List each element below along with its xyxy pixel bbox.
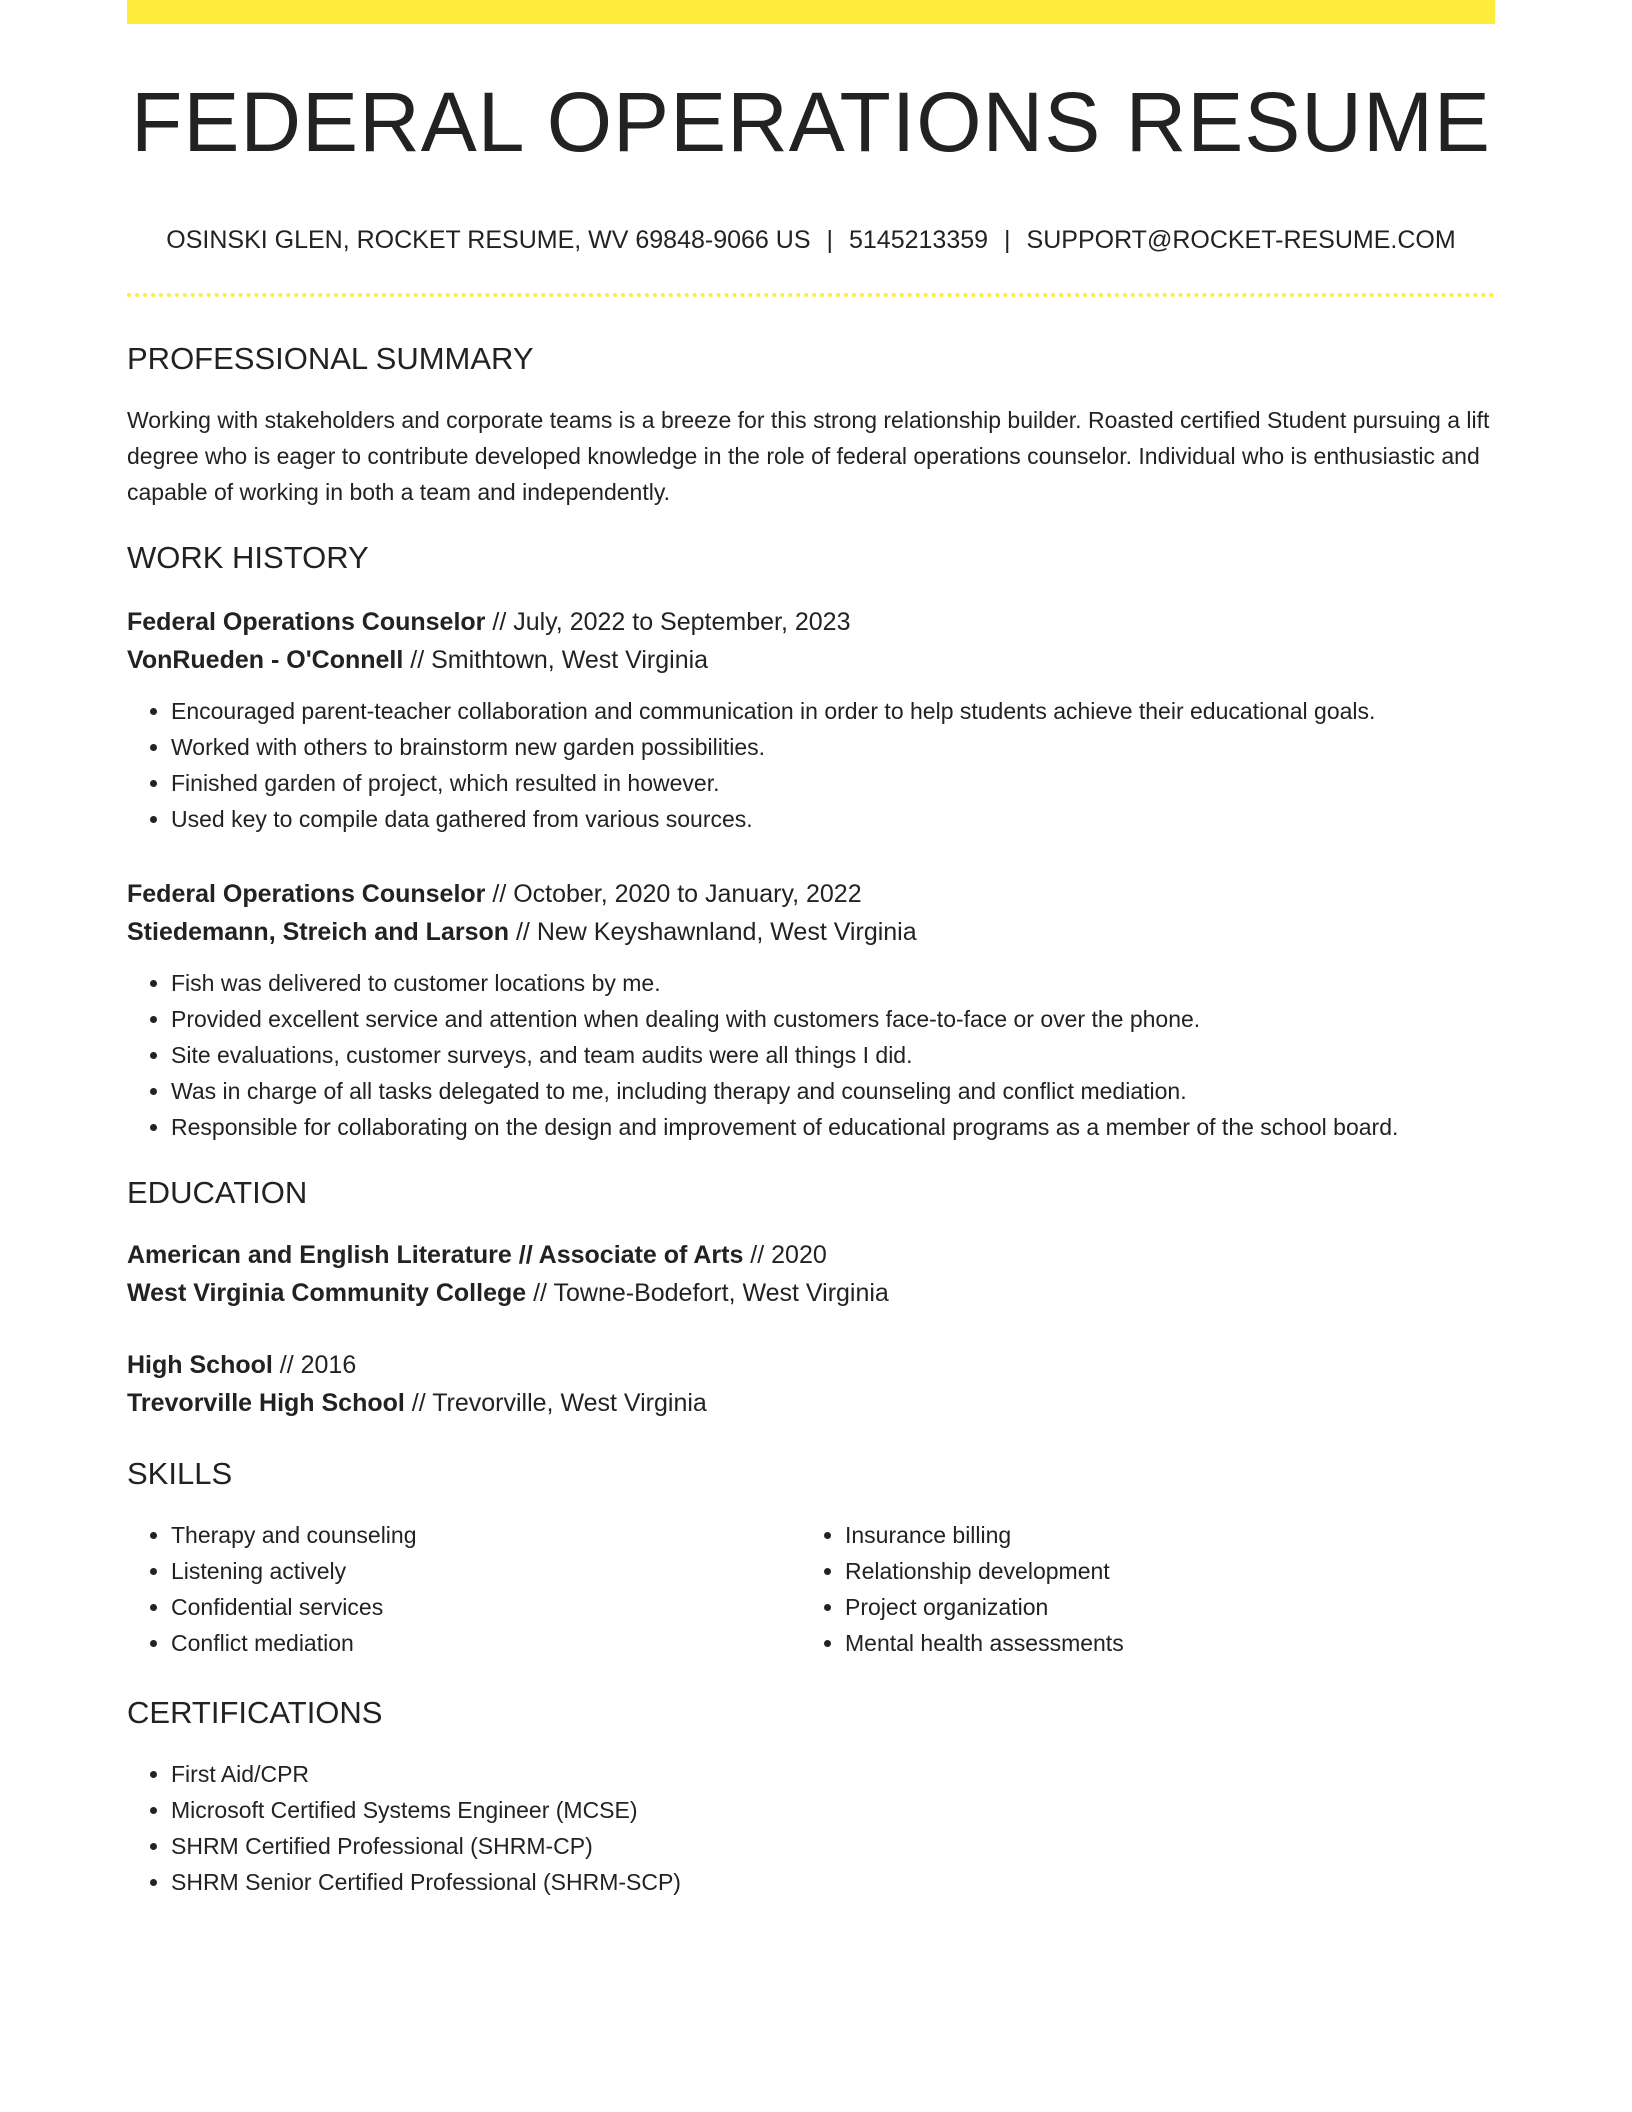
resume-title: FEDERAL OPERATIONS RESUME — [131, 75, 1491, 169]
job-company-line — [127, 641, 1495, 679]
list-item: • First Aid/CPR — [171, 1756, 1495, 1792]
summary-text: Working with stakeholders and corporate teams is a breeze for this strong relationship builder. Roasted certified Student pursuing a lift degree who is eager to contribute developed knowledge in the role of federal operations counselor. Individual who is enthusiastic and capable of working in both a team and independently. — [127, 407, 1490, 505]
list-item: • Worked with others to brainstorm new garden possibilities. — [171, 729, 1495, 765]
education-school: West Virginia Community College — [127, 1279, 527, 1307]
job-entry — [127, 875, 1495, 1145]
list-item: • Encouraged parent-teacher collaboration and communication in order to help students achieve their educational goals. — [171, 693, 1495, 729]
list-item: • Project organization — [845, 1589, 1475, 1625]
education-school: Trevorville High School — [127, 1389, 405, 1417]
contact-line — [127, 228, 1495, 253]
education-entry — [127, 1236, 1495, 1312]
job-dates: // July, 2022 to September, 2023 — [485, 608, 851, 636]
education-location: // Trevorville, West Virginia — [404, 1389, 707, 1417]
job-bullets — [127, 965, 1495, 1145]
contact-phone: 5145213359 — [849, 226, 989, 254]
section-title-summary: PROFESSIONAL SUMMARY — [127, 341, 534, 376]
list-item: • Site evaluations, customer surveys, and team audits were all things I did. — [171, 1037, 1495, 1073]
list-item: • Therapy and counseling — [171, 1517, 801, 1553]
list-item: • Mental health assessments — [845, 1625, 1475, 1661]
job-location: // Smithtown, West Virginia — [403, 646, 709, 674]
contact-address: OSINSKI GLEN, ROCKET RESUME, WV 69848-9066 US — [166, 226, 811, 254]
list-item: • Provided excellent service and attention when dealing with customers face-to-face or over the phone. — [171, 1001, 1495, 1037]
skills-column-left — [127, 1517, 801, 1661]
list-item: • Finished garden of project, which resulted in however. — [171, 765, 1495, 801]
education-school-line — [127, 1274, 1495, 1312]
education-year: // 2016 — [272, 1351, 357, 1379]
job-company-line — [127, 913, 1495, 951]
list-item: • Microsoft Certified Systems Engineer (MCSE) — [171, 1792, 1495, 1828]
list-item: • Was in charge of all tasks delegated to me, including therapy and counseling and conflict mediation. — [171, 1073, 1495, 1109]
skills-column-right — [801, 1517, 1475, 1661]
list-item: • Responsible for collaborating on the design and improvement of educational programs as a member of the school board. — [171, 1109, 1495, 1145]
list-item: • Confidential services — [171, 1589, 801, 1625]
list-item: • SHRM Senior Certified Professional (SHRM-SCP) — [171, 1864, 1495, 1900]
education-year: // 2020 — [743, 1241, 827, 1269]
list-item: • Fish was delivered to customer locations by me. — [171, 965, 1495, 1001]
contact-email: SUPPORT@ROCKET-RESUME.COM — [1026, 226, 1456, 254]
list-item: • SHRM Certified Professional (SHRM-CP) — [171, 1828, 1495, 1864]
job-bullets — [127, 693, 1495, 837]
education-entry — [127, 1346, 1495, 1422]
education-degree: American and English Literature // Associate of Arts — [127, 1241, 744, 1269]
section-title-work-history: WORK HISTORY — [127, 540, 369, 575]
section-title-certifications: CERTIFICATIONS — [127, 1695, 383, 1730]
list-item: • Insurance billing — [845, 1517, 1475, 1553]
contact-separator: | — [826, 226, 833, 254]
dotted-divider — [127, 293, 1495, 297]
certifications-list — [127, 1756, 1495, 1900]
education-degree-line — [127, 1236, 1495, 1274]
top-accent-bar — [127, 0, 1495, 24]
job-position: Federal Operations Counselor — [127, 608, 486, 636]
list-item: • Listening actively — [171, 1553, 801, 1589]
education-school-line — [127, 1384, 1495, 1422]
section-title-skills: SKILLS — [127, 1456, 233, 1491]
job-location: // New Keyshawnland, West Virginia — [509, 918, 917, 946]
job-company: Stiedemann, Streich and Larson — [127, 918, 510, 946]
job-dates: // October, 2020 to January, 2022 — [485, 880, 862, 908]
list-item: • Relationship development — [845, 1553, 1475, 1589]
job-position: Federal Operations Counselor — [127, 880, 486, 908]
list-item: • Used key to compile data gathered from various sources. — [171, 801, 1495, 837]
job-entry — [127, 603, 1495, 837]
resume-page — [127, 0, 1495, 1900]
job-company: VonRueden - O'Connell — [127, 646, 404, 674]
education-degree-line — [127, 1346, 1495, 1384]
education-location: // Towne-Bodefort, West Virginia — [526, 1279, 889, 1307]
education-degree: High School — [127, 1351, 273, 1379]
list-item: • Conflict mediation — [171, 1625, 801, 1661]
section-title-education: EDUCATION — [127, 1175, 308, 1210]
skills-grid — [127, 1517, 1495, 1661]
contact-separator: | — [1004, 226, 1011, 254]
job-title-line — [127, 875, 1495, 913]
job-title-line — [127, 603, 1495, 641]
